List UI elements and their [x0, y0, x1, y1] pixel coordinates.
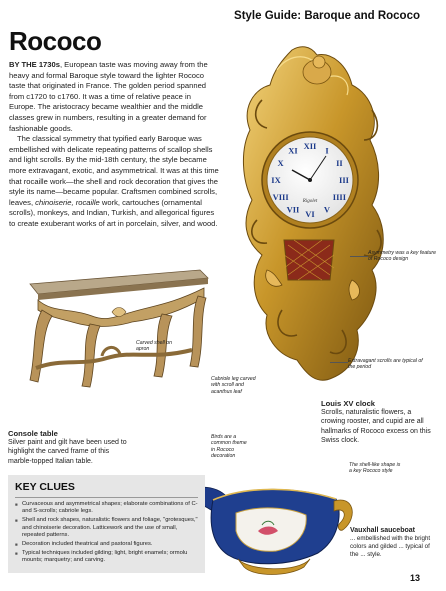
caption-birds: Birds are a common theme in Rococo decoration	[211, 434, 247, 460]
clock-numeral: VIII	[272, 192, 289, 202]
leader-line	[330, 362, 348, 363]
page-number: 13	[409, 573, 420, 583]
caption-cabriole-leg: Cabriole leg carved with scroll and acanthus leaf	[211, 376, 256, 395]
divider	[15, 497, 198, 498]
lead-in: BY THE 1730s	[9, 60, 60, 69]
key-clues-list	[15, 501, 198, 565]
clock-numeral: VI	[305, 209, 315, 219]
caption-asymmetry: Asymmetry was a key feature of Rococo design	[368, 250, 437, 263]
intro-paragraph-2	[9, 134, 219, 229]
p2-text-a: The classical symmetry that typified early Baroque was embellished with delicate repeating patterns of scallop shells and light scrolls. By the mid-18th century, the style became more extravagant, exotic, and asymmetrical. It was at this time that rocaille work—the shell and rock decoration that gives the style its name—became popular. Craftsmen combined scrolls, leaves,	[9, 134, 219, 207]
list-item: ■ Typical techniques included gilding; light, bright enamels; ormolu mounts; marquetry; and carving.	[15, 550, 198, 564]
louis-xv-clock-image	[222, 40, 392, 390]
clock-numeral: II	[336, 158, 343, 168]
clock-title: Louis XV clock	[321, 399, 376, 408]
clock-numeral: III	[339, 175, 349, 185]
clock-numeral: X	[277, 158, 284, 168]
key-clues-title: KEY CLUES	[15, 481, 75, 493]
intro-paragraph-1	[9, 60, 219, 134]
clock-numeral: VII	[286, 204, 300, 215]
clock-maker-signature: Rigolet	[302, 199, 318, 204]
sauceboat-text: ... embellished with the bright colors and gilded ... typical of the ... style.	[350, 535, 431, 558]
console-description	[8, 429, 130, 466]
p2-italic: chinoiserie, rocaille	[35, 197, 100, 207]
clock-description	[321, 399, 431, 445]
clock-text: Scrolls, naturalistic flowers, a crowing rooster, and cupid are all hallmarks of Rococo excess on this Swiss clock.	[321, 409, 431, 444]
page-title: Rococo	[9, 26, 102, 56]
p2-text-b: work, cartouches (ornamental scrolls), monkeys, and Indian, Turkish, and allegorical figures to create exuberant works of art in porcelain, silver, and wood.	[9, 197, 218, 228]
list-item: ■ Decoration included theatrical and pastoral figures.	[15, 541, 198, 548]
console-table-image	[12, 258, 212, 398]
key-clues-box	[8, 475, 205, 573]
clock-numeral: XII	[303, 141, 317, 151]
sauceboat-title: Vauxhall sauceboat	[350, 527, 415, 534]
sauceboat-description	[350, 527, 438, 559]
console-title: Console table	[8, 429, 58, 438]
clock-numeral: V	[323, 204, 331, 215]
console-text: Silver paint and gilt have been used to highlight the carved frame of this marble-topped Italian table.	[8, 439, 127, 465]
p1-text: , European taste was moving away from the heavy and formal Baroque style toward the lighter Rococo taste that originated in France. The golden period spanned from c1720 to c1760. It was a time of relative peace in Europe. The aristocracy became wealthier and the middle classes grew in numbers, resulting in a greater demand for fashionable goods.	[9, 60, 208, 133]
section-label: Style Guide:	[234, 10, 302, 22]
clock-numeral: XI	[288, 145, 298, 156]
page-header	[234, 10, 420, 22]
leader-line	[350, 256, 368, 257]
intro-text	[9, 60, 219, 230]
list-item: ■ Curvaceous and asymmetrical shapes; elaborate combinations of C- and S-scrolls; cabriole legs.	[15, 501, 198, 515]
caption-carved-shell: Carved shell on apron	[136, 340, 173, 353]
clock-numeral: IIII	[332, 192, 347, 202]
clock-numeral: IX	[271, 175, 281, 185]
list-item: ■ Shell and rock shapes, naturalistic flowers and foliage, "grotesques," and chinoiserie decoration. Latticework and the use of small, repeated patterns.	[15, 517, 198, 539]
clock-numeral: I	[325, 145, 329, 156]
caption-scrolls: Extravagant scrolls are typical of the period	[348, 358, 423, 371]
topic-label: Baroque and Rococo	[304, 10, 420, 22]
caption-shell-shape: The shell-like shape is a key Rococo style	[349, 462, 401, 475]
